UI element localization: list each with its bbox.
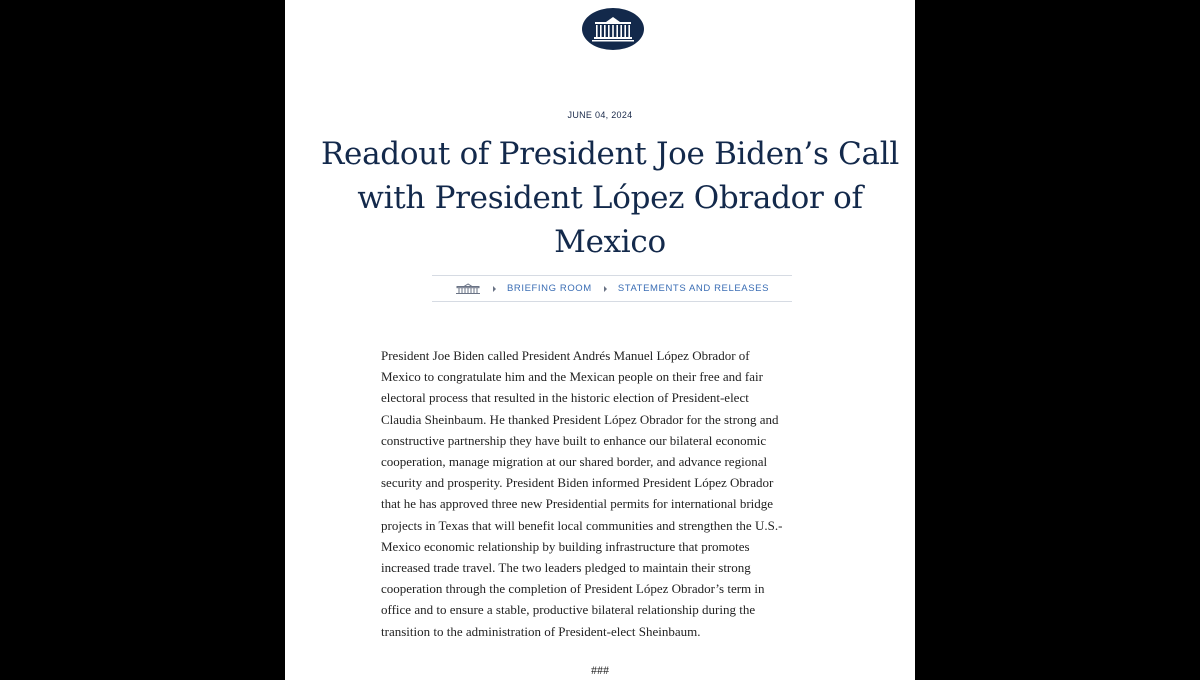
breadcrumb-chevron-icon bbox=[604, 286, 607, 292]
breadcrumb-briefing-room[interactable]: BRIEFING ROOM bbox=[506, 283, 592, 294]
article-date: JUNE 04, 2024 bbox=[567, 110, 633, 120]
white-house-seal-icon[interactable] bbox=[582, 8, 644, 50]
breadcrumb-statements-and-releases[interactable]: STATEMENTS AND RELEASES bbox=[617, 283, 770, 294]
page-title: Readout of President Joe Biden’s Call with President López Obrador of Mexico bbox=[321, 136, 899, 260]
breadcrumb-chevron-icon bbox=[493, 286, 496, 292]
end-mark: ### bbox=[591, 663, 609, 677]
white-house-icon[interactable] bbox=[455, 283, 481, 295]
article-page bbox=[285, 0, 915, 680]
breadcrumb bbox=[432, 275, 792, 302]
article-body: President Joe Biden called President Andrés Manuel López Obrador of Mexico to congratulate him and the Mexican people on their free and fair electoral process that resulted in the historic election of President-elect Claudia Sheinbaum. He thanked President López Obrador for the strong and constructive partnership they have built to enhance our bilateral economic cooperation, manage migration at our shared border, and advance regional security and prosperity. President Biden informed President López Obrador that he has approved three new Presidential permits for international bridge projects in Texas that will benefit local communities and strengthen the U.S.- Mexico economic relationship by building infrastructure that promotes increased trade travel. The two leaders pledged to maintain their strong cooperation through the completion of President López Obrador’s term in office and to ensure a stable, productive bilateral relationship during the transition to the administration of President-elect Sheinbaum. bbox=[381, 348, 783, 639]
